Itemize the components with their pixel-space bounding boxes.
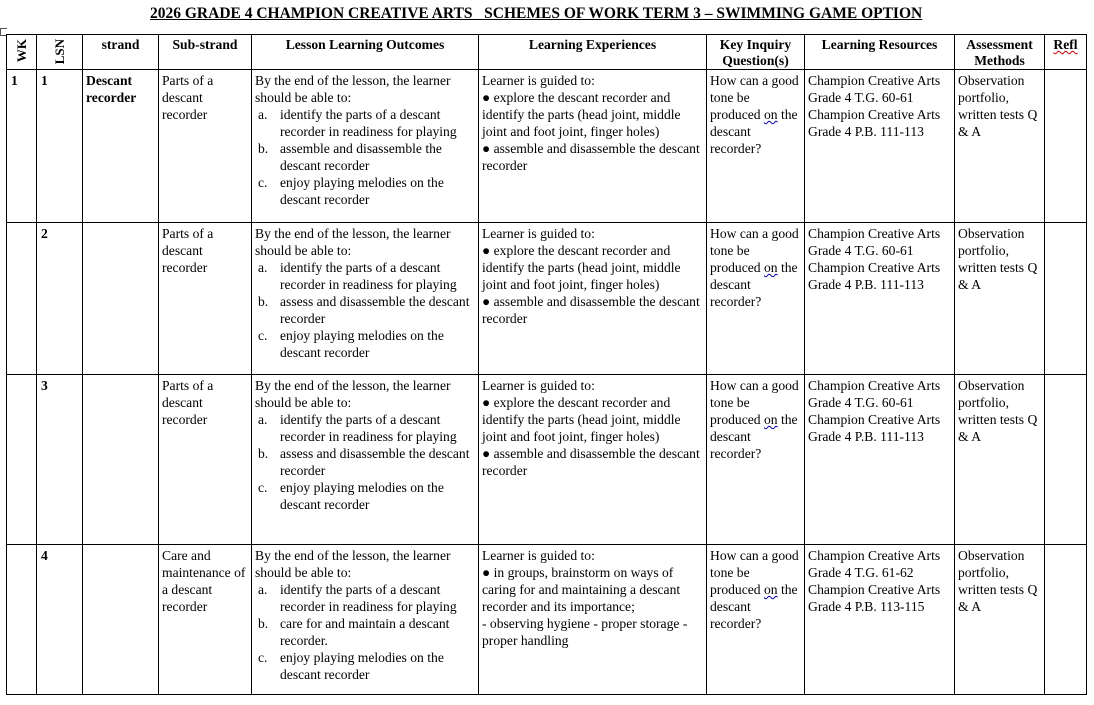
experience-item: ● explore the descant recorder and identify the parts (head joint, middle joint and foot joint, finger holes): [482, 243, 681, 292]
strand-cell[interactable]: [83, 223, 159, 375]
outcome-text: enjoy playing melodies on the descant recorder: [280, 650, 444, 682]
outcome-letter: b.: [258, 294, 269, 309]
outcome-text: identify the parts of a descant recorder in readiness for playing: [280, 260, 457, 292]
experiences-intro: Learner is guided to:: [482, 226, 595, 241]
outcome-item: [255, 411, 475, 445]
strand-cell[interactable]: [83, 375, 159, 545]
outcome-item: [255, 293, 475, 327]
outcome-letter: a.: [258, 582, 268, 597]
strand-cell[interactable]: Descant recorder: [83, 70, 159, 223]
lesson-cell[interactable]: 2: [37, 223, 83, 375]
header-lesson: LSN: [37, 35, 83, 70]
inquiry-text-start: How can a good tone be produced: [710, 226, 799, 275]
outcome-text: identify the parts of a descant recorder in readiness for playing: [280, 582, 457, 614]
week-cell[interactable]: [7, 545, 37, 695]
header-row: [7, 35, 1087, 70]
document-title: 2026 GRADE 4 CHAMPION CREATIVE ARTS SCHEMES OF WORK TERM 3 – SWIMMING GAME OPTION: [150, 5, 923, 22]
resource-item: Champion Creative Arts Grade 4 T.G. 60-61: [808, 73, 941, 105]
assessment-cell[interactable]: Observation portfolio, written tests Q & A: [955, 375, 1045, 545]
outcomes-cell[interactable]: [252, 545, 479, 695]
outcome-item: [255, 581, 475, 615]
resource-item: Champion Creative Arts Grade 4 T.G. 61-62: [808, 548, 941, 580]
outcome-item: [255, 445, 475, 479]
outcomes-cell[interactable]: [252, 223, 479, 375]
resource-item: Champion Creative Arts Grade 4 P.B. 113-115: [808, 582, 941, 614]
outcome-letter: a.: [258, 412, 268, 427]
lesson-cell[interactable]: 4: [37, 545, 83, 695]
experience-item: ● in groups, brainstorm on ways of caring for and maintaining a descant recorder and its importance;: [482, 565, 681, 614]
header-experiences: Learning Experiences: [479, 35, 707, 70]
outcome-text: assess and disassemble the descant recorder: [280, 294, 470, 326]
outcomes-list: [255, 106, 475, 208]
week-cell[interactable]: [7, 375, 37, 545]
substrand-cell[interactable]: Parts of a descant recorder: [159, 70, 252, 223]
table-row: [7, 70, 1087, 223]
header-outcomes: Lesson Learning Outcomes: [252, 35, 479, 70]
outcome-item: [255, 106, 475, 140]
inquiry-text-end: the descant recorder?: [710, 260, 798, 309]
outcome-letter: b.: [258, 616, 269, 631]
table-body: [7, 70, 1087, 695]
outcome-item: [255, 479, 475, 513]
outcome-letter: c.: [258, 175, 268, 190]
experiences-intro: Learner is guided to:: [482, 73, 595, 88]
resource-item: Champion Creative Arts Grade 4 T.G. 60-61: [808, 378, 941, 410]
header-resources: Learning Resources: [805, 35, 955, 70]
experiences-cell[interactable]: [479, 223, 707, 375]
experiences-intro: Learner is guided to:: [482, 378, 595, 393]
grammar-marked-word: on: [763, 412, 778, 427]
outcome-item: [255, 615, 475, 649]
header-reflection: Refl: [1045, 35, 1087, 70]
inquiry-cell[interactable]: [707, 223, 805, 375]
inquiry-cell[interactable]: [707, 70, 805, 223]
outcome-text: care for and maintain a descant recorder.: [280, 616, 450, 648]
substrand-cell[interactable]: Parts of a descant recorder: [159, 375, 252, 545]
assessment-cell[interactable]: Observation portfolio, written tests Q & A: [955, 545, 1045, 695]
header-strand: strand: [83, 35, 159, 70]
outcomes-list: [255, 581, 475, 683]
outcome-item: [255, 140, 475, 174]
inquiry-text-end: the descant recorder?: [710, 582, 798, 631]
outcome-item: [255, 259, 475, 293]
inquiry-text-start: How can a good tone be produced: [710, 73, 799, 122]
resources-cell[interactable]: [805, 70, 955, 223]
grammar-marked-word: on: [763, 582, 778, 597]
experience-item: ● assemble and disassemble the descant recorder: [482, 446, 700, 478]
outcomes-intro: By the end of the lesson, the learner should be able to:: [255, 548, 451, 580]
reflection-cell[interactable]: [1045, 375, 1087, 545]
inquiry-text-end: the descant recorder?: [710, 412, 798, 461]
outcome-letter: a.: [258, 260, 268, 275]
table-row: [7, 223, 1087, 375]
resources-cell[interactable]: [805, 375, 955, 545]
outcome-item: [255, 327, 475, 361]
outcomes-intro: By the end of the lesson, the learner should be able to:: [255, 226, 451, 258]
week-cell[interactable]: [7, 223, 37, 375]
inquiry-cell[interactable]: [707, 545, 805, 695]
outcomes-intro: By the end of the lesson, the learner should be able to:: [255, 73, 451, 105]
experiences-cell[interactable]: [479, 375, 707, 545]
header-inquiry: Key Inquiry Question(s): [707, 35, 805, 70]
outcome-letter: c.: [258, 650, 268, 665]
header-week: WK: [7, 35, 37, 70]
outcomes-cell[interactable]: [252, 70, 479, 223]
inquiry-cell[interactable]: [707, 375, 805, 545]
outcomes-list: [255, 411, 475, 513]
experiences-cell[interactable]: [479, 545, 707, 695]
experience-item: - observing hygiene - proper storage - proper handling: [482, 616, 688, 648]
reflection-cell[interactable]: [1045, 70, 1087, 223]
outcome-letter: b.: [258, 141, 269, 156]
experience-item: ● assemble and disassemble the descant recorder: [482, 141, 700, 173]
lesson-cell[interactable]: 3: [37, 375, 83, 545]
strand-cell[interactable]: [83, 545, 159, 695]
outcome-item: [255, 174, 475, 208]
table-row: [7, 375, 1087, 545]
inquiry-text-end: the descant recorder?: [710, 107, 798, 156]
resource-item: Champion Creative Arts Grade 4 P.B. 111-113: [808, 412, 941, 444]
outcome-text: assess and disassemble the descant recorder: [280, 446, 470, 478]
outcome-text: assemble and disassemble the descant recorder: [280, 141, 442, 173]
outcome-letter: c.: [258, 480, 268, 495]
resources-cell[interactable]: [805, 223, 955, 375]
outcome-text: enjoy playing melodies on the descant recorder: [280, 328, 444, 360]
scheme-of-work-table: [6, 34, 1087, 695]
experiences-intro: Learner is guided to:: [482, 548, 595, 563]
outcome-letter: a.: [258, 107, 268, 122]
outcomes-cell[interactable]: [252, 375, 479, 545]
experience-item: ● explore the descant recorder and identify the parts (head joint, middle joint and foot joint, finger holes): [482, 90, 681, 139]
assessment-cell[interactable]: Observation portfolio, written tests Q & A: [955, 223, 1045, 375]
outcome-item: [255, 649, 475, 683]
substrand-cell[interactable]: Parts of a descant recorder: [159, 223, 252, 375]
inquiry-text-start: How can a good tone be produced: [710, 378, 799, 427]
outcome-letter: c.: [258, 328, 268, 343]
resource-item: Champion Creative Arts Grade 4 P.B. 111-113: [808, 260, 941, 292]
table-row: [7, 545, 1087, 695]
outcome-text: identify the parts of a descant recorder in readiness for playing: [280, 412, 457, 444]
header-substrand: Sub-strand: [159, 35, 252, 70]
outcomes-list: [255, 259, 475, 361]
grammar-marked-word: on: [763, 107, 778, 122]
outcome-text: enjoy playing melodies on the descant recorder: [280, 480, 444, 512]
resources-cell[interactable]: [805, 545, 955, 695]
experience-item: ● assemble and disassemble the descant recorder: [482, 294, 700, 326]
substrand-cell[interactable]: Care and maintenance of a descant recorder: [159, 545, 252, 695]
assessment-cell[interactable]: Observation portfolio, written tests Q & A: [955, 70, 1045, 223]
lesson-cell[interactable]: 1: [37, 70, 83, 223]
resource-item: Champion Creative Arts Grade 4 P.B. 111-113: [808, 107, 941, 139]
week-cell[interactable]: 1: [7, 70, 37, 223]
outcome-text: identify the parts of a descant recorder in readiness for playing: [280, 107, 457, 139]
reflection-cell[interactable]: [1045, 545, 1087, 695]
grammar-marked-word: on: [763, 260, 778, 275]
reflection-cell[interactable]: [1045, 223, 1087, 375]
outcome-letter: b.: [258, 446, 269, 461]
header-assessment: Assessment Methods: [955, 35, 1045, 70]
inquiry-text-start: How can a good tone be produced: [710, 548, 799, 597]
outcome-text: enjoy playing melodies on the descant recorder: [280, 175, 444, 207]
resource-item: Champion Creative Arts Grade 4 T.G. 60-61: [808, 226, 941, 258]
outcomes-intro: By the end of the lesson, the learner should be able to:: [255, 378, 451, 410]
experiences-cell[interactable]: [479, 70, 707, 223]
experience-item: ● explore the descant recorder and identify the parts (head joint, middle joint and foot joint, finger holes): [482, 395, 681, 444]
